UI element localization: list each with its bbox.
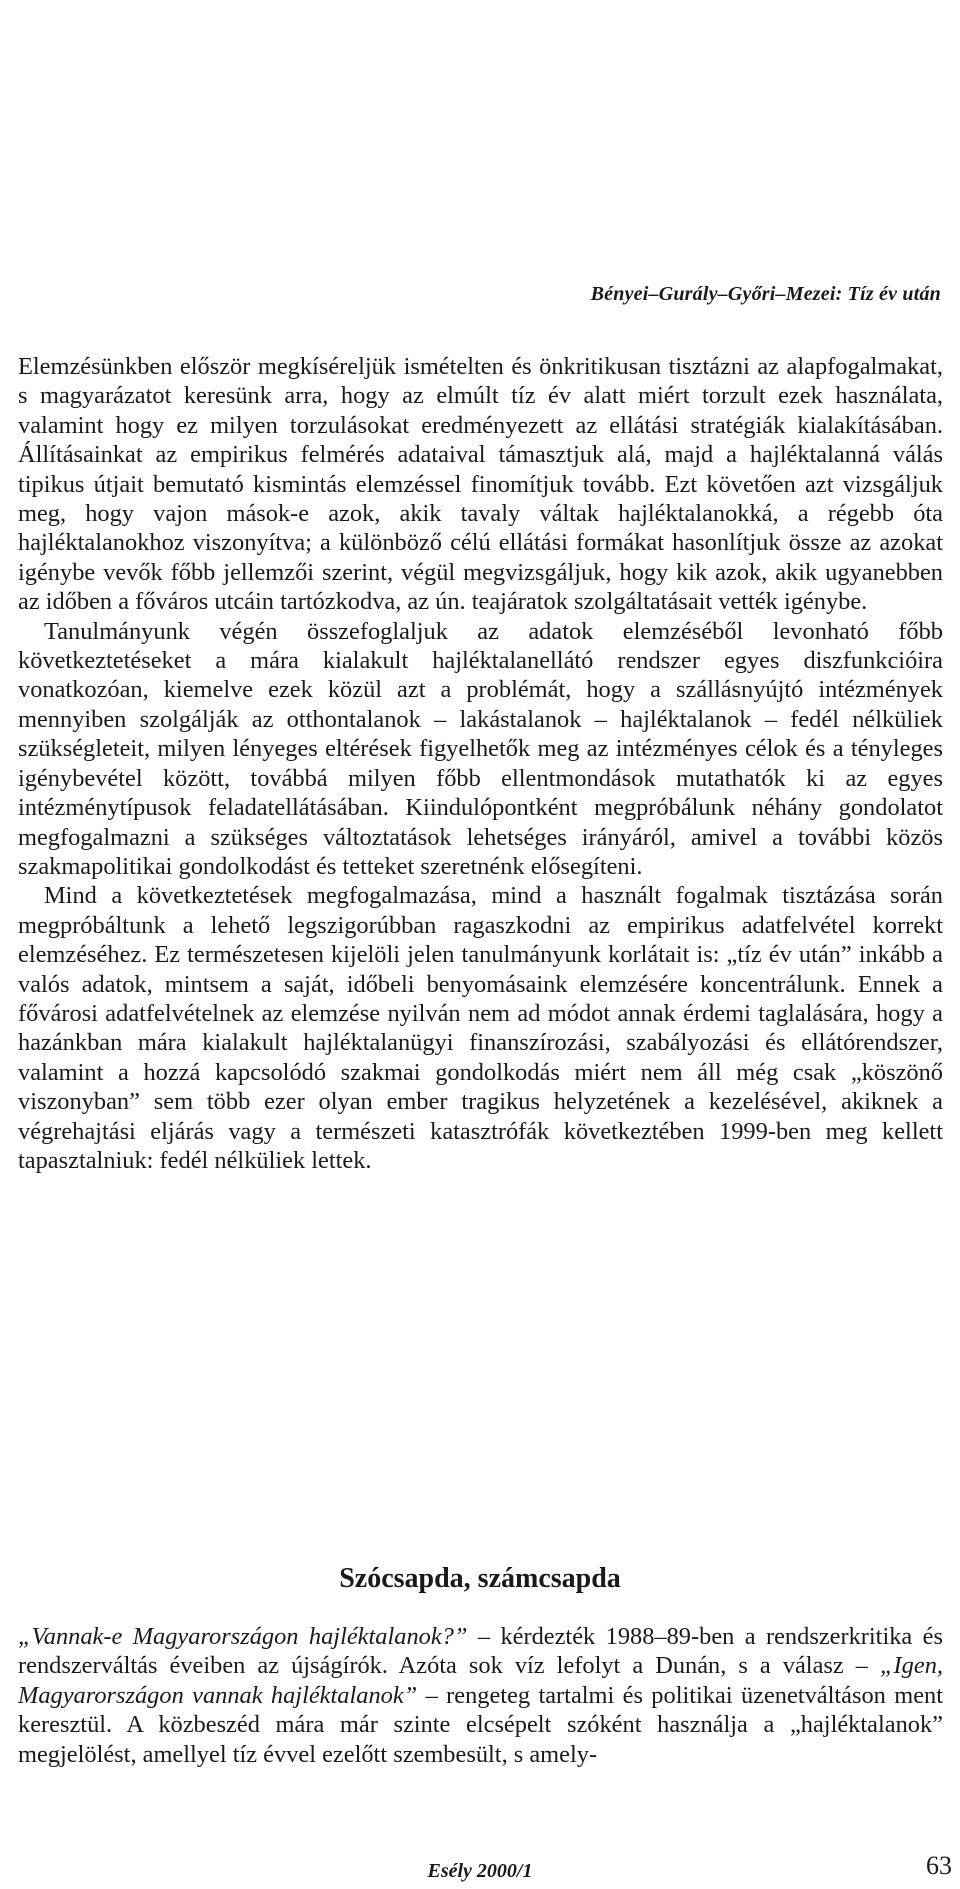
paragraph-2: Tanulmányunk végén összefoglaljuk az adatok elemzéséből levonható főbb következtetéseket a mára kialakult hajléktalanellátó rendszer egyes diszfunkcióira vonatkozóan, kiemelve ezek közül azt a problémát, hogy a szállásnyújtó intézmények mennyiben szolgálják az otthontalanok – lakástalanok – hajléktalanok – fedél nélküliek szükségleteit, milyen lényeges eltérések figyelhetők meg az intézményes célok és a tényleges igénybevétel között, továbbá milyen főbb ellentmondások mutathatók ki az egyes intézménytípusok feladatellátásában. Kiindulópontként megpróbálunk néhány gondolatot megfogalmazni a szükséges változtatások lehetséges irányáról, amivel a további közös szakmapolitikai gondolkodást és tetteket szeretnénk elősegíteni.: [18, 617, 943, 880]
section-heading: Szócsapda, számcsapda: [339, 1563, 621, 1594]
running-head: Bényei–Gurály–Győri–Mezei: Tíz év után: [590, 283, 941, 305]
paragraph-4: [18, 1622, 943, 1769]
paragraph-4-text-a: – kérdezték 1988–89-ben a rendszerkritika és rendszerváltás éveiben az újságírók. Azóta sok víz lefolyt a Dunán, s a válasz –: [18, 1623, 943, 1680]
intro-text: [18, 352, 943, 1175]
quote-question: „Vannak-e Magyarországon hajléktalanok?”: [18, 1623, 468, 1650]
footer-journal: Esély 2000/1: [427, 1860, 533, 1882]
page-number: 63: [926, 1851, 952, 1880]
paragraph-3: Mind a következtetések megfogalmazása, mind a használt fogalmak tisztázása során megpróbáltunk a lehető legszigorúbban ragaszkodni az empirikus adatfelvétel korrekt elemzéséhez. Ez természetesen kijelöli jelen tanulmányunk korlátait is: „tíz év után” inkább a valós adatok, mintsem a saját, időbeli benyomásaink elemzésére koncentrálunk. Ennek a fővárosi adatfelvételnek az elemzése nyilván nem ad módot annak érdemi taglalására, hogy a hazánkban mára kialakult hajléktalanügyi finanszírozási, szabályozási és ellátórendszer, valamint a hozzá kapcsolódó szakmai gondolkodás miért nem áll még csak „köszönő viszonyban” sem több ezer olyan ember tragikus helyzetének a kezelésével, akiknek a végrehajtási eljárás vagy a természeti katasztrófák következtében 1999-ben meg kellett tapasztalniuk: fedél nélküliek lettek.: [18, 882, 943, 1174]
paragraph-1: Elemzésünkben először megkíséreljük ismételten és önkritikusan tisztázni az alapfogalmakat, s magyarázatot keresünk arra, hogy az elmúlt tíz év alatt miért torzult ezek használata, valamint hogy ez milyen torzulásokat eredményezett az ellátási stratégiák kialakításában. Állításainkat az empirikus felmérés adataival támasztjuk alá, majd a hajléktalanná válás tipikus útjait bemutató kismintás elemzéssel finomítjuk tovább. Ezt követően azt vizsgáljuk meg, hogy vajon mások-e azok, akik tavaly váltak hajléktalanokká, a régebb óta hajléktalanokhoz viszonyítva; a különböző célú ellátási formákat hasonlítjuk össze az azokat igénybe vevők főbb jellemzői szerint, végül megvizsgáljuk, hogy kik azok, akik ugyanebben az időben a főváros utcáin tartózkodva, az ún. teajáratok szolgáltatásait vették igénybe.: [18, 353, 943, 616]
section-text: [18, 1622, 943, 1769]
paragraph-4-text-b: – rengeteg tartalmi és politikai üzenetváltáson ment keresztül. A közbeszéd mára már szinte elcsépelt szóként használja a „hajléktalanok” megjelölést, amellyel tíz évvel ezelőtt szembesült, s amely-: [18, 1681, 943, 1768]
quote-answer: „Igen, Magyarországon vannak hajléktalanok”: [18, 1652, 943, 1709]
